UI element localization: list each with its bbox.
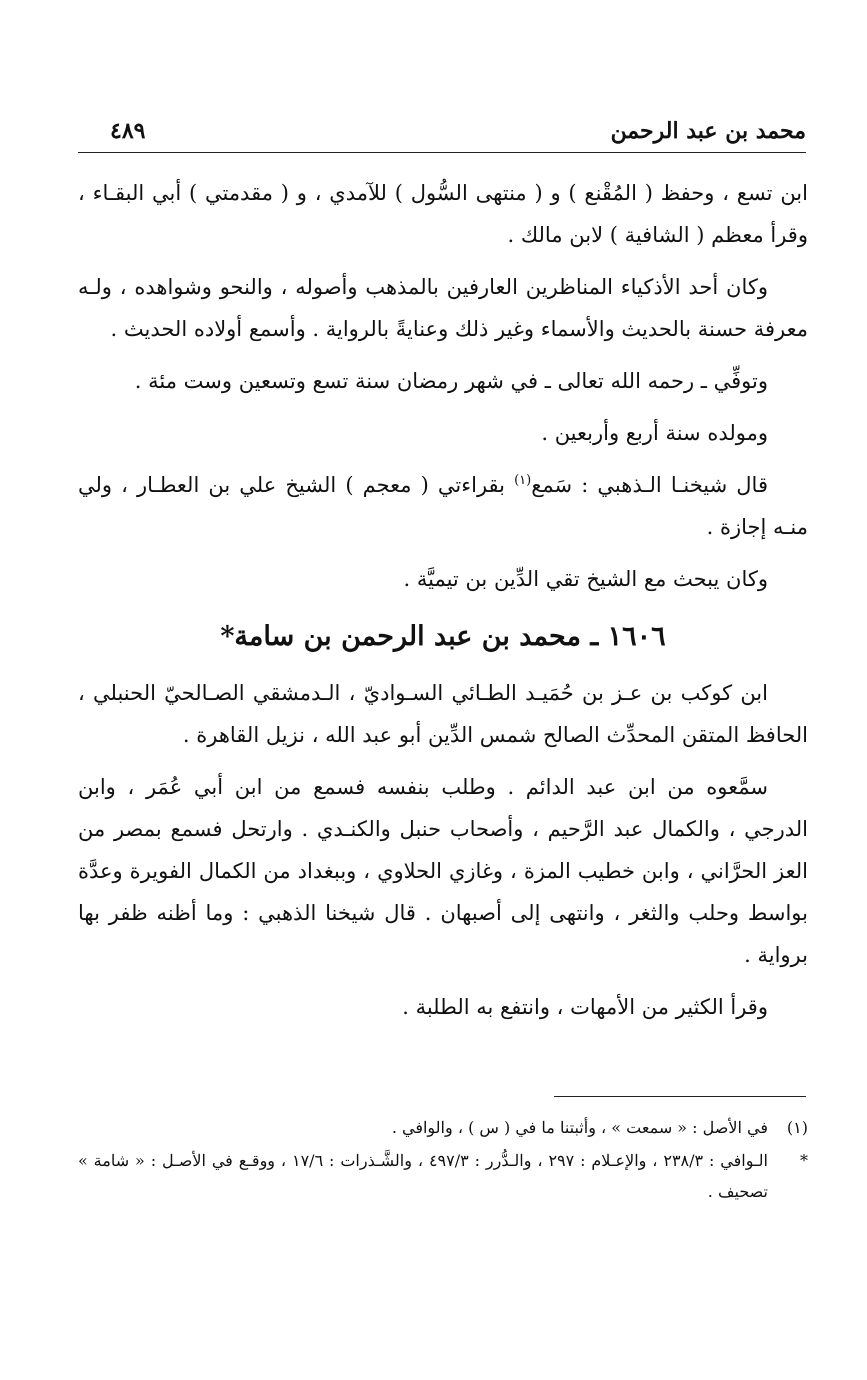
running-title: محمد بن عبد الرحمن <box>610 118 806 144</box>
paragraph: وتوفِّي ـ رحمه الله تعالى ـ في شهر رمضان سنة تسع وتسعين وست مئة . <box>134 369 768 393</box>
paragraph: ومولده سنة أربع وأربعين . <box>541 421 768 445</box>
paragraph: سمَّعوه من ابن عبد الدائم . وطلب بنفسه فسمع من ابن أبي عُمَر ، وابن الدرجي ، والكمال عبد الرَّحيم ، وأصحاب حنبل والكنـدي . وارتحل فسمع بمصر من العز الحرَّاني ، وابن خطيب المزة ، وغازي الحلاوي ، وببغداد من الكمال الفويرة وعدَّة بواسط وحلب والثغر ، وانتهى إلى أصبهان . قال شيخنا الذهبي : وما أظنه ظفر بها برواية . <box>78 775 808 967</box>
paragraph: ابن تسع ، وحفظ ( المُقْنع ) و ( منتهى السُّول ) للآمدي ، و ( مقدمتي ) أبي البقـاء ، وقرأ معظم ( الشافية ) لابن مالك . <box>78 181 808 247</box>
paragraph: وقرأ الكثير من الأمهات ، وانتفع به الطلبة . <box>402 995 768 1019</box>
entry-heading: ١٦٠٦ ـ محمد بن عبد الرحمن بن سامة* <box>220 621 666 652</box>
paragraph: وكان يبحث مع الشيخ تقي الدِّين بن تيميَّة . <box>403 567 768 591</box>
paragraph <box>78 464 808 548</box>
paragraph: وكان أحد الأذكياء المناظرين العارفين بالمذهب وأصوله ، والنحو وشواهده ، ولـه معرفة حسنة بالحديث والأسماء وغير ذلك وعنايةً بالرواية . وأسمع أولاده الحديث . <box>78 275 808 341</box>
paragraph-text: قال شيخنـا الـذهبي : سَمع <box>531 473 768 497</box>
paragraph: ابن كوكب بن عـز بن حُمَيـد الطـائي السـواديّ ، الـدمشقي الصـالحيّ الحنبلي ، الحافظ المتقن المحدِّث الصالح شمس الدِّين أبو عبد الله ، نزيل القاهرة . <box>78 681 808 747</box>
footnotes <box>78 1112 808 1209</box>
page-header <box>78 112 806 153</box>
footnote-mark: * <box>800 1151 808 1170</box>
footnote-text: الـوافي : ٢٣٨/٣ ، والإعـلام : ٢٩٧ ، والـدُّرر : ٤٩٧/٣ ، والشَّـذرات : ١٧/٦ ، ووقـع في الأصـل : « شامة » تصحيف . <box>78 1151 768 1201</box>
footnote-text: في الأصل : « سمعت » ، وأثبتنا ما في ( س ) ، والوافي . <box>391 1118 768 1137</box>
page-number: ٤٨٩ <box>110 118 146 144</box>
main-text <box>78 172 808 1038</box>
footnote <box>78 1145 808 1207</box>
paragraph-text: بقراءتي ( معجم ) الشيخ علي بن العطـار ، ولي منـه إجازة . <box>78 473 808 539</box>
footnote-reference: (١) <box>514 473 532 488</box>
footnote-mark: (١) <box>786 1118 808 1137</box>
footnote <box>78 1112 808 1143</box>
footnote-divider <box>554 1096 806 1097</box>
